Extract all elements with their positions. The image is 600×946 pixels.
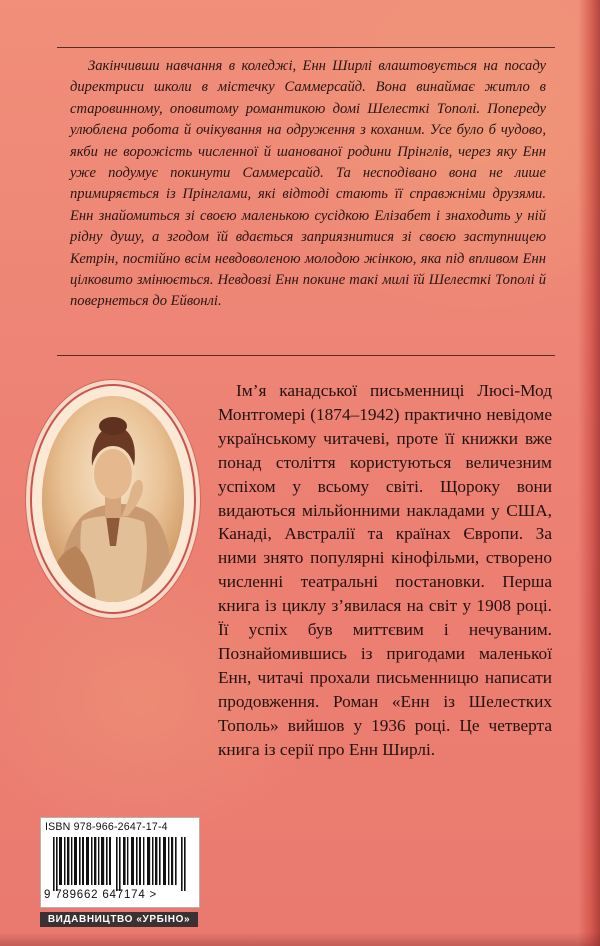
author-portrait-illustration	[42, 396, 184, 602]
isbn-number: ISBN 978-966-2647-17-4	[45, 821, 168, 833]
annotation-text: Закінчивши навчання в коледжі, Енн Ширлі влаштовується на посаду директриси школи в містечку Саммерсайд. Вона винаймає житло в старовинному, оповитому романтикою домі Шелесткі Тополі. Попереду улюблена робота й очікування на одруження з коханим. Усе було б чудово, якби не ворожість численної й шанованої родини Прінглів, через яку Енн уже подумує покинути Саммерсайд. Та несподівано вона не лише примиряється із Прінглами, які відтоді стають її справжніми друзями. Енн знайомиться зі своєю маленькою сусідкою Елізабет і знаходить у ній рідну душу, а згодом їй вдається заприязнитися зі своєю заступницею Кетрін, постійно всім невдоволеною молодою жінкою, яка під впливом Енн цілковито змінюється. Невдовзі Енн покине такі милі їй Шелесткі Тополі й повернеться до Ейвонлі.	[70, 58, 546, 310]
author-biography-text: Ім’я канадської письменниці Люсі-Мод Монтгомері (1874–1942) практично невідоме українському читачеві, проте її книжки вже понад століття користуються величезним успіхом у всьому світі. Щороку вони видаються мільйонними накладами у США, Канаді, Австралії та країнах Європи. За ними знято популярні кінофільми, створено численні театральні постановки. Перша книга із циклу з’явилася на світ у 1908 році. Її успіх був миттєвим і нечуваним. Познайомившись із пригодами маленької Енн, читачі прохали письменницю написати продовження. Роман «Енн із Шелестких Тополь» вийшов у 1936 році. Це четверта книга із серії про Енн Ширлі.	[218, 381, 552, 759]
cover-bottom-edge	[0, 932, 600, 946]
barcode-number: 9 789662 647174 >	[44, 889, 158, 901]
middle-divider	[57, 355, 555, 356]
publisher-label: ВИДАВНИЦТВО «УРБІНО»	[40, 912, 198, 927]
author-portrait	[42, 396, 184, 602]
barcode-box	[40, 817, 200, 908]
spine-edge	[578, 0, 600, 946]
top-divider	[57, 47, 555, 48]
author-portrait-frame	[30, 384, 196, 614]
barcode-bars	[53, 837, 189, 891]
